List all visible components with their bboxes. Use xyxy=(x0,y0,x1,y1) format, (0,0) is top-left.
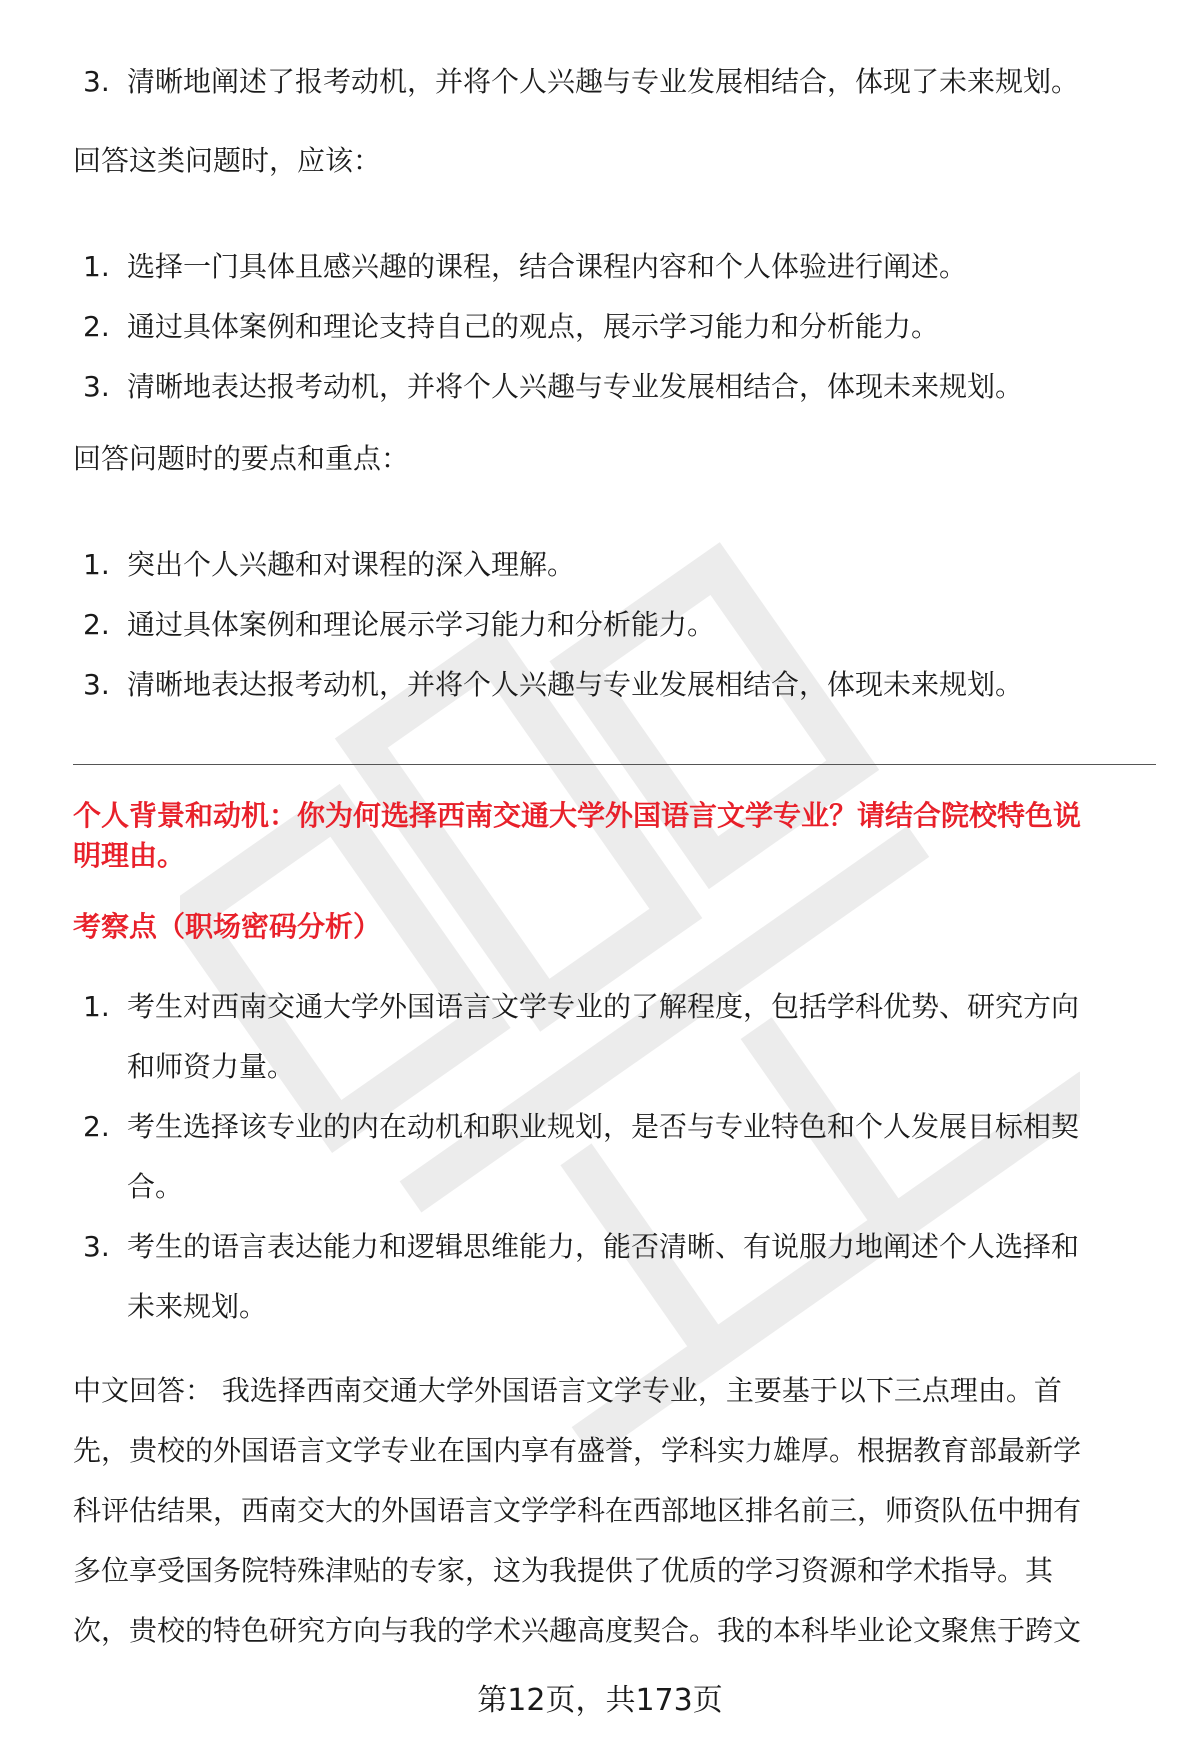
list-item xyxy=(73,1217,1153,1337)
list-text: 考生的语言表达能力和逻辑思维能力，能否清晰、有说服力地阐述个人选择和 xyxy=(127,1230,1080,1263)
list-text: 考生选择该专业的内在动机和职业规划，是否与专业特色和个人发展目标相契 xyxy=(127,1110,1080,1143)
exam-points-heading: 考察点（职场密码分析） xyxy=(73,910,382,943)
list-number: 1. xyxy=(83,990,110,1023)
list-item xyxy=(73,297,1153,357)
list-text: 清晰地阐述了报考动机，并将个人兴趣与专业发展相结合，体现了未来规划。 xyxy=(127,65,1080,98)
list-number: 2. xyxy=(83,1110,110,1143)
list-item xyxy=(73,535,1153,595)
list-text: 考生对西南交通大学外国语言文学专业的了解程度，包括学科优势、研究方向 xyxy=(127,990,1080,1023)
answer-line: 科评估结果，西南交大的外国语言文学学科在西部地区排名前三，师资队伍中拥有 xyxy=(73,1494,1082,1527)
exam-points-list xyxy=(73,977,1153,1337)
section-divider xyxy=(73,764,1156,765)
list-number: 2. xyxy=(83,310,110,343)
list-number: 1. xyxy=(83,548,110,581)
carry-over-list xyxy=(73,52,1153,112)
list-text: 通过具体案例和理论展示学习能力和分析能力。 xyxy=(127,608,716,641)
list-number: 3. xyxy=(83,370,110,403)
list-item xyxy=(73,1097,1153,1217)
keypoint-list xyxy=(73,535,1153,715)
list-text: 突出个人兴趣和对课程的深入理解。 xyxy=(127,548,576,581)
list-number: 3. xyxy=(83,65,110,98)
list-text: 选择一门具体且感兴趣的课程，结合课程内容和个人体验进行阐述。 xyxy=(127,250,968,283)
answer-line: 多位享受国务院特殊津贴的专家，这为我提供了优质的学习资源和学术指导。其 xyxy=(73,1554,1054,1587)
list-text: 清晰地表达报考动机，并将个人兴趣与专业发展相结合，体现未来规划。 xyxy=(127,668,1024,701)
answer-intro: 回答这类问题时，应该： xyxy=(73,144,382,177)
list-item xyxy=(73,655,1153,715)
answer-list xyxy=(73,237,1153,417)
list-number: 3. xyxy=(83,668,110,701)
page-footer: 第12页，共173页 xyxy=(477,1683,723,1718)
keypoints-intro: 回答问题时的要点和重点： xyxy=(73,442,410,475)
list-text: 清晰地表达报考动机，并将个人兴趣与专业发展相结合，体现未来规划。 xyxy=(127,370,1024,403)
list-number: 2. xyxy=(83,608,110,641)
question-title-line: 个人背景和动机：你为何选择西南交通大学外国语言文学专业？请结合院校特色说 xyxy=(73,799,1082,832)
list-item xyxy=(73,357,1153,417)
question-title xyxy=(73,796,1163,876)
answer-line: 中文回答： 我选择西南交通大学外国语言文学专业，主要基于以下三点理由。首 xyxy=(73,1374,1062,1407)
list-text: 合。 xyxy=(127,1170,184,1203)
answer-paragraph xyxy=(73,1361,1163,1661)
list-number: 1. xyxy=(83,250,110,283)
list-item xyxy=(73,977,1153,1097)
list-text: 通过具体案例和理论支持自己的观点，展示学习能力和分析能力。 xyxy=(127,310,940,343)
list-number: 3. xyxy=(83,1230,110,1263)
list-item xyxy=(73,237,1153,297)
question-title-line: 明理由。 xyxy=(73,839,186,872)
list-item xyxy=(73,595,1153,655)
list-text: 未来规划。 xyxy=(127,1290,268,1323)
answer-line: 次，贵校的特色研究方向与我的学术兴趣高度契合。我的本科毕业论文聚焦于跨文 xyxy=(73,1614,1082,1647)
list-text: 和师资力量。 xyxy=(127,1050,296,1083)
answer-line: 先，贵校的外国语言文学专业在国内享有盛誉，学科实力雄厚。根据教育部最新学 xyxy=(73,1434,1082,1467)
list-item xyxy=(73,52,1153,112)
